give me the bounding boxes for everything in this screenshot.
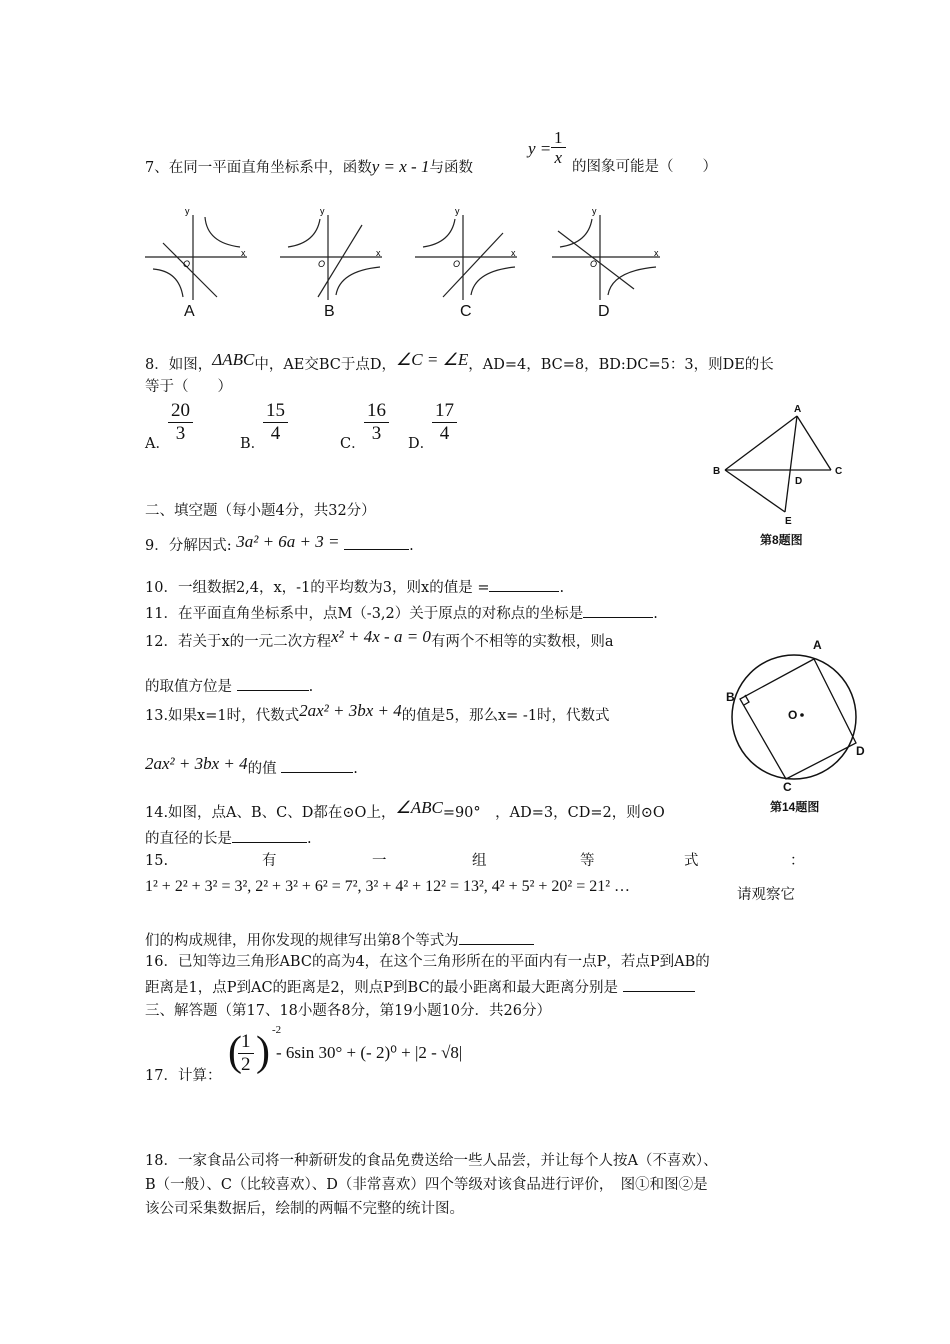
q13-answer-blank[interactable] — [281, 758, 353, 773]
q8-prefix: 8．如图， — [145, 357, 213, 373]
q14-line1 — [145, 798, 665, 822]
x-axis-label: x — [241, 248, 246, 258]
q17-fraction — [238, 1031, 254, 1076]
center-dot — [800, 713, 804, 717]
q7-prefix: 7、在同一平面直角坐标系中，函数 — [145, 160, 372, 176]
q7-label-a: A — [184, 303, 195, 320]
q7-func2-den: x — [554, 148, 563, 167]
origin-label: O — [183, 259, 191, 269]
q7-graph-a — [145, 205, 255, 300]
numerator: 16 — [364, 400, 389, 423]
denominator: 3 — [371, 423, 382, 444]
q10-answer-blank[interactable] — [489, 577, 559, 592]
denominator: 2 — [241, 1054, 251, 1075]
x-axis-label: x — [376, 248, 381, 258]
q7-graph-d — [552, 205, 667, 300]
q8-line1 — [145, 350, 774, 374]
q15-line3-text: 们的构成规律，用你发现的规律写出第8个等式为 — [145, 933, 459, 949]
hyperbola-branch — [153, 269, 183, 297]
q17-prefix: 17．计算： — [145, 1068, 222, 1084]
q14-suffix: =90° ，AD=3，CD=2，则⊙O — [442, 805, 665, 821]
q14-end: . — [307, 831, 312, 847]
q15-word-4: 组 — [472, 853, 487, 869]
q14-fig-caption: 第14题图 — [770, 800, 820, 814]
q10-end: . — [559, 580, 565, 596]
q13-expr: 2ax² + 3bx + 4 — [299, 701, 402, 720]
q8-angle: ∠C = ∠E — [396, 350, 469, 369]
origin-label: O — [453, 259, 461, 269]
q15-equation: 1² + 2² + 3² = 3², 2² + 3² + 6² = 7², 3² + 4² + 12² = 13², 4² + 5² + 20² = 21² … — [145, 878, 631, 895]
segment-be — [725, 470, 785, 512]
q12-answer-blank[interactable] — [237, 676, 309, 691]
q11-text: 11．在平面直角坐标系中，点M（-3,2）关于原点的对称点的坐标是 — [145, 606, 584, 622]
q7-label-b: B — [324, 303, 335, 320]
q8-option-c-frac — [364, 400, 389, 445]
q8-fig-caption: 第8题图 — [760, 533, 803, 547]
q15-word-2: 有 — [262, 853, 277, 869]
q15-line3 — [145, 930, 534, 950]
q13-end: . — [353, 761, 358, 777]
q18-line3: 该公司采集数据后，绘制的两幅不完整的统计图。 — [145, 1201, 464, 1217]
y-axis-label: y — [592, 206, 597, 216]
q14-answer-blank[interactable] — [232, 828, 307, 843]
q16-line1: 16．已知等边三角形ABC的高为4，在这个三角形所在的平面内有一点P，若点P到AB的 — [145, 954, 710, 970]
q14-figure — [720, 635, 870, 795]
q15-word-1: 15. — [145, 853, 169, 869]
q7-label-c: C — [460, 303, 472, 320]
q13-prefix: 13.如果x=1时，代数式 — [145, 708, 300, 724]
q11-line — [145, 603, 658, 623]
q14-line2-text: 的直径的长是 — [145, 831, 232, 847]
q7-func2-fraction — [551, 128, 566, 167]
denominator: 4 — [270, 423, 281, 444]
q9-expr: 3a² + 6a + 3 = — [236, 532, 340, 551]
q7-func2-num: 1 — [551, 128, 566, 148]
numerator: 15 — [263, 400, 288, 423]
q8-option-c-label: C． — [340, 436, 366, 452]
q13-line2 — [145, 754, 358, 778]
q15-word-3: 一 — [372, 853, 387, 869]
q9-answer-blank[interactable] — [344, 535, 409, 550]
q7-func1: y = x - 1 — [371, 157, 430, 176]
q8-option-b-label: B． — [240, 436, 266, 452]
q8-line2: 等于（ ） — [145, 379, 232, 395]
q8-option-b-frac — [263, 400, 288, 445]
q12-line2-text: 的取值方位是 — [145, 679, 232, 695]
q7-graph-b — [280, 205, 390, 300]
segment-ab — [725, 416, 797, 470]
q17-exponent: -2 — [272, 1024, 282, 1036]
origin-label: O — [318, 259, 326, 269]
point-a: A — [794, 404, 802, 415]
q9-end: . — [409, 538, 414, 554]
section-2-heading: 二、填空题（每小题4分，共32分） — [145, 503, 376, 519]
section-3-heading: 三、解答题（第17、18小题各8分，第19小题10分．共26分） — [145, 1003, 551, 1019]
q17-left-paren: ( — [228, 1029, 242, 1075]
q15-word-5: 等 — [580, 853, 595, 869]
q13-suffix: 的值是5，那么x= -1时，代数式 — [401, 708, 610, 724]
point-c: C — [783, 780, 792, 794]
segment-ae — [785, 416, 797, 512]
q10-text: 10．一组数据2,4，x，-1的平均数为3，则x的值是 = — [145, 580, 490, 596]
point-e: E — [785, 516, 792, 527]
q11-end: . — [653, 606, 658, 622]
numerator: 1 — [238, 1031, 254, 1054]
line-graph — [163, 243, 217, 297]
q13-line1 — [145, 701, 610, 725]
q8-option-d-label: D． — [408, 436, 435, 452]
point-c: C — [835, 466, 843, 477]
q12-end: . — [308, 679, 314, 695]
segment-ac — [797, 416, 831, 470]
q13-line2-text: 的值 — [247, 761, 277, 777]
q10-line — [145, 577, 564, 597]
q15-word-7: ： — [790, 853, 805, 869]
q7-mid: 与函数 — [429, 160, 473, 176]
q15-answer-blank[interactable] — [459, 930, 534, 945]
q7-func2-lhs: y = — [528, 139, 552, 158]
q12-line1 — [145, 627, 614, 651]
q16-answer-blank[interactable] — [623, 977, 695, 992]
hyperbola-branch — [205, 217, 240, 247]
q15-word-6: 式 — [684, 853, 699, 869]
point-d: D — [856, 744, 865, 758]
q12-line2 — [145, 676, 313, 696]
q18-line2: B（一般）、C（比较喜欢）、D（非常喜欢）四个等级对该食品进行评价， 图①和图②是 — [145, 1177, 708, 1193]
point-d: D — [795, 476, 803, 487]
q17-expr-rest: - 6sin 30° + (- 2)⁰ + |2 - √8| — [276, 1043, 463, 1062]
point-b: B — [713, 466, 721, 477]
q15-after: 请观察它 — [737, 887, 795, 903]
q12-prefix: 12．若关于x的一元二次方程 — [145, 634, 332, 650]
q14-angle: ∠ABC — [395, 798, 443, 817]
q8-text2: ，AD=4，BC=8，BD:DC=5：3，则DE的长 — [468, 357, 774, 373]
q12-suffix: 有两个不相等的实数根，则a — [430, 634, 614, 650]
x-axis-label: x — [511, 248, 516, 258]
q16-line2 — [145, 977, 695, 997]
denominator: 3 — [175, 423, 186, 444]
q8-triangle: ΔABC — [212, 350, 255, 369]
denominator: 4 — [439, 423, 450, 444]
point-a: A — [813, 638, 822, 652]
q8-option-a-frac — [168, 400, 193, 445]
x-axis-label: x — [654, 248, 659, 258]
y-axis-label: y — [455, 206, 460, 216]
point-b: B — [726, 690, 735, 704]
q17-right-paren: ) — [256, 1029, 270, 1075]
q8-figure — [705, 400, 855, 540]
origin-label: O — [590, 259, 598, 269]
y-axis-label: y — [320, 206, 325, 216]
q9-prefix: 9．分解因式: — [145, 538, 232, 554]
point-o: O — [788, 708, 798, 722]
q11-answer-blank[interactable] — [583, 603, 653, 618]
q18-line1: 18．一家食品公司将一种新研发的食品免费送给一些人品尝，并让每个人按A（不喜欢）、 — [145, 1153, 718, 1169]
q7-graph-c — [415, 205, 525, 300]
q12-expr: x² + 4x - a = 0 — [331, 627, 431, 646]
q14-prefix: 14.如图，点A、B、C、D都在⊙O上， — [145, 805, 396, 821]
q7-label-d: D — [598, 303, 610, 320]
q8-option-a-label: A． — [145, 436, 170, 452]
q8-text1: 中，AE交BC于点D， — [254, 357, 397, 373]
numerator: 20 — [168, 400, 193, 423]
numerator: 17 — [432, 400, 457, 423]
q7-suffix: 的图象可能是（ ） — [572, 159, 717, 175]
q7-line — [145, 158, 473, 177]
q14-line2 — [145, 828, 312, 848]
q16-line2-text: 距离是1，点P到AC的距离是2，则点P到BC的最小距离和最大距离分别是 — [145, 980, 619, 996]
q13-expr2: 2ax² + 3bx + 4 — [145, 754, 248, 773]
q8-option-d-frac — [432, 400, 457, 445]
y-axis-label: y — [185, 206, 190, 216]
q9-line — [145, 532, 414, 555]
